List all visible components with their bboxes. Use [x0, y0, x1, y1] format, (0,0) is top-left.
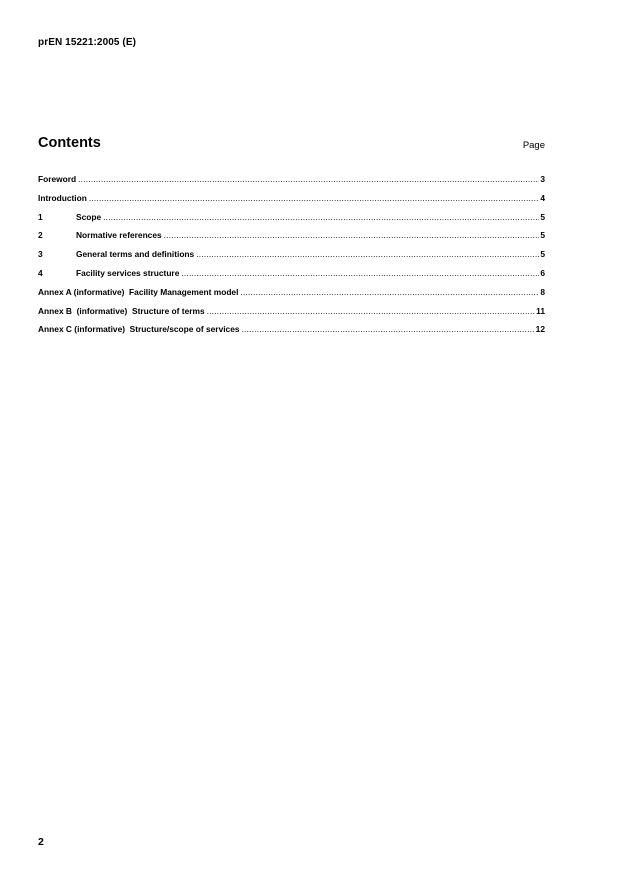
toc-entry-scope[interactable]	[38, 212, 545, 231]
dot-leader	[242, 324, 535, 334]
document-id: prEN 15221:2005 (E)	[38, 37, 137, 48]
toc-entry-title: Scope	[76, 211, 102, 222]
toc-entry-foreword[interactable]	[38, 174, 545, 193]
dot-leader	[181, 268, 539, 278]
toc-entry-title: Annex A (informative) Facility Management model	[38, 286, 239, 297]
contents-heading: Contents	[38, 135, 101, 151]
toc-entry-page: 5	[540, 211, 545, 222]
page-number: 2	[38, 836, 44, 848]
toc-entry-annex-c[interactable]	[38, 324, 545, 343]
toc-entry-normative-references[interactable]	[38, 230, 545, 249]
toc-entry-number: 2	[38, 230, 43, 241]
toc-entry-title: General terms and definitions	[76, 249, 195, 260]
toc-entry-annex-a[interactable]	[38, 287, 545, 306]
toc-entry-facility-services[interactable]	[38, 268, 545, 287]
toc-entry-number: 3	[38, 249, 43, 260]
page-column-label: Page	[522, 140, 545, 151]
toc-entry-title: Introduction	[38, 192, 87, 203]
toc-entry-page: 12	[535, 324, 545, 335]
dot-leader	[196, 249, 539, 259]
toc-entry-title: Normative references	[76, 230, 162, 241]
toc-entry-page: 6	[540, 267, 545, 278]
toc-entry-page: 5	[540, 230, 545, 241]
toc-entry-number: 4	[38, 267, 43, 278]
toc-entry-page: 4	[540, 192, 545, 203]
toc-entry-title: Annex B (informative) Structure of terms	[38, 305, 205, 316]
toc-entry-page: 5	[540, 249, 545, 260]
toc-entry-page: 8	[540, 286, 545, 297]
dot-leader	[78, 174, 539, 184]
toc-entry-title: Annex C (informative) Structure/scope of services	[38, 324, 240, 335]
toc-entry-page: 3	[540, 174, 545, 184]
toc-entry-general-terms[interactable]	[38, 249, 545, 268]
dot-leader	[103, 212, 539, 222]
dot-leader	[207, 306, 536, 316]
toc-entry-introduction[interactable]	[38, 193, 545, 212]
toc-entry-number: 1	[38, 211, 43, 222]
toc-entry-title: Facility services structure	[76, 267, 180, 278]
dot-leader	[240, 287, 539, 297]
dot-leader	[89, 193, 539, 203]
toc-entry-annex-b[interactable]	[38, 306, 545, 325]
toc-entry-title: Foreword	[38, 174, 77, 184]
table-of-contents	[38, 174, 545, 343]
toc-entry-page: 11	[536, 305, 545, 316]
dot-leader	[164, 230, 540, 240]
